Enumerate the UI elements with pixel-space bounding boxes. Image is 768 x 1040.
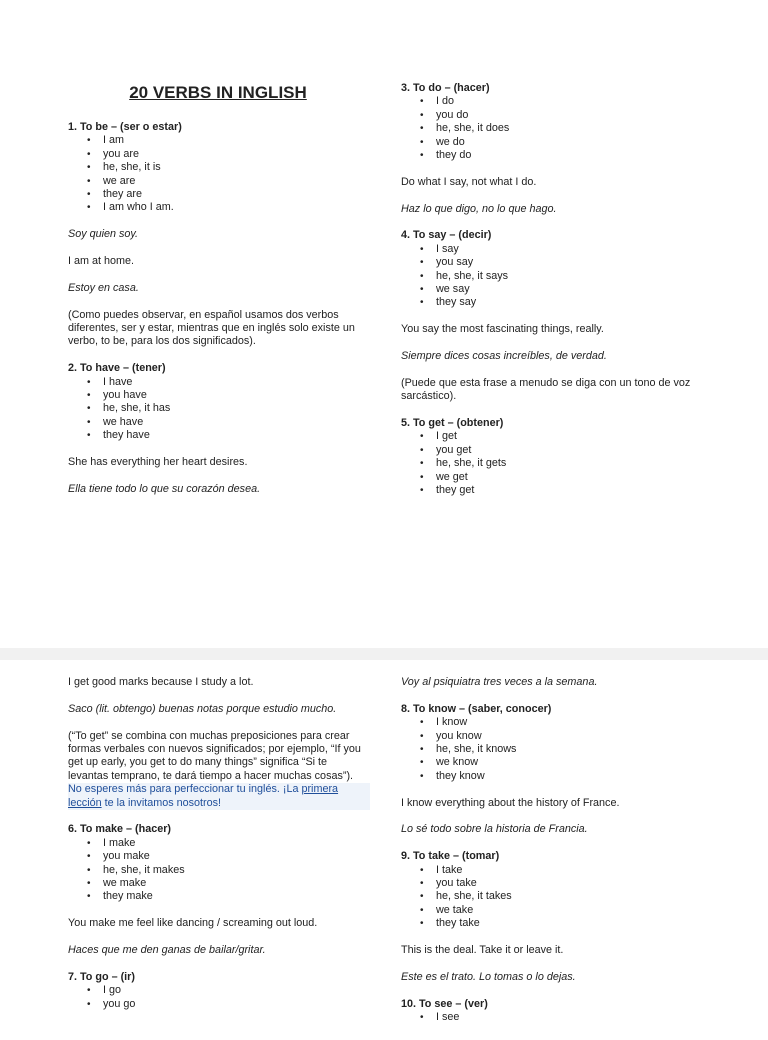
list-item: • I am [103,134,368,147]
list-item: • I say [436,243,701,256]
example-translation: Este es el trato. Lo tomas o lo dejas. [401,970,576,983]
list-item: • he, she, it takes [436,890,701,903]
list-item: • we take [436,904,701,917]
list-item: • I take [436,864,701,877]
conjugation-list [401,716,701,783]
example-translation: Ella tiene todo lo que su corazón desea. [68,482,261,495]
list-item: • they do [436,149,701,162]
document-title: 20 VERBS IN INGLISH [129,83,307,102]
example-sentence: I know everything about the history of France. [401,796,620,809]
list-item: • he, she, it does [436,122,701,135]
conjugation-list [68,134,368,214]
example-translation: Haces que me den ganas de bailar/gritar. [68,944,266,957]
verb-heading: 7. To go – (ir) [68,970,135,983]
example-sentence: She has everything her heart desires. [68,456,248,469]
list-item: • we have [103,416,368,429]
verb-heading: 9. To take – (tomar) [401,850,500,863]
list-item: • we make [103,877,368,890]
list-item: • we are [103,175,368,188]
list-item: • you do [436,109,701,122]
explanatory-note: (“To get” se combina con muchas preposiciones para crear formas verbales con nuevos significados; por ejemplo, “If you get up early, you get to do many things” significa “Si te levantas temprano, te dará tiempo a hacer muchas cosas”). [68,729,361,782]
list-item: • we get [436,471,701,484]
example-sentence: Do what I say, not what I do. [401,175,537,188]
list-item: • you make [103,850,368,863]
list-item: • I get [436,430,701,443]
example-sentence: You say the most fascinating things, really. [401,323,604,336]
page2-column-left [68,676,368,1011]
list-item: • he, she, it is [103,161,368,174]
verb-heading: 3. To do – (hacer) [401,82,490,94]
conjugation-list [401,243,701,310]
list-item: • I have [103,376,368,389]
list-item: • we know [436,756,701,769]
explanatory-note: (Como puedes observar, en español usamos dos verbos diferentes, ser y estar, mientras que en inglés solo existe un verbo, to be, para los dos significados). [68,308,355,348]
document-page-2 [0,660,768,1040]
conjugation-list [68,837,368,904]
verb-heading: 4. To say – (decir) [401,229,492,242]
promo-banner [68,783,370,810]
example-translation: Haz lo que digo, no lo que hago. [401,202,557,215]
list-item: • they get [436,484,701,497]
list-item: • I know [436,716,701,729]
list-item: • they know [436,770,701,783]
example-sentence: This is the deal. Take it or leave it. [401,944,564,957]
example-sentence: I am at home. [68,255,135,268]
list-item: • he, she, it has [103,402,368,415]
list-item: • I go [103,984,368,997]
first-lesson-link[interactable]: primera lección [68,783,339,809]
list-item: • he, she, it says [436,270,701,283]
promo-text: te la invitamos nosotros! [101,796,222,809]
example-translation: Voy al psiquiatra tres veces a la semana. [401,676,598,688]
verb-heading: 2. To have – (tener) [68,362,166,375]
list-item: • you go [103,998,368,1011]
list-item: • we say [436,283,701,296]
page1-column-right [401,82,701,497]
example-translation: Estoy en casa. [68,281,139,294]
list-item: • they take [436,917,701,930]
page1-column-left [68,83,368,496]
list-item: • you know [436,730,701,743]
list-item: • he, she, it knows [436,743,701,756]
page2-column-right [401,676,701,1024]
list-item: • I am who I am. [103,201,368,214]
list-item: • you have [103,389,368,402]
list-item: • you say [436,256,701,269]
list-item: • you take [436,877,701,890]
verb-heading: 8. To know – (saber, conocer) [401,702,552,715]
conjugation-list [401,864,701,931]
conjugation-list [68,984,368,1011]
example-sentence: I get good marks because I study a lot. [68,676,254,688]
example-translation: Lo sé todo sobre la historia de Francia. [401,823,588,836]
promo-text: No esperes más para perfeccionar tu inglés. ¡La [68,783,302,796]
list-item: • he, she, it gets [436,457,701,470]
list-item: • I make [103,837,368,850]
example-translation: Siempre dices cosas increíbles, de verdad. [401,350,607,363]
verb-heading: 6. To make – (hacer) [68,823,172,836]
explanatory-note: (Puede que esta frase a menudo se diga con un tono de voz sarcástico). [401,376,691,403]
list-item: • we do [436,136,701,149]
conjugation-list [68,376,368,443]
verb-heading: 5. To get – (obtener) [401,417,504,430]
conjugation-list [401,430,701,497]
list-item: • I do [436,95,701,108]
conjugation-list [401,1011,701,1024]
verb-heading: 10. To see – (ver) [401,997,488,1010]
list-item: • they have [103,429,368,442]
list-item: • they are [103,188,368,201]
list-item: • I see [436,1011,701,1024]
verb-heading: 1. To be – (ser o estar) [68,121,182,133]
list-item: • you are [103,148,368,161]
example-translation: Soy quien soy. [68,228,139,241]
list-item: • they make [103,890,368,903]
example-translation: Saco (lit. obtengo) buenas notas porque estudio mucho. [68,702,337,715]
list-item: • he, she, it makes [103,864,368,877]
list-item: • they say [436,296,701,309]
list-item: • you get [436,444,701,457]
example-sentence: You make me feel like dancing / screaming out loud. [68,917,318,930]
conjugation-list [401,95,701,162]
